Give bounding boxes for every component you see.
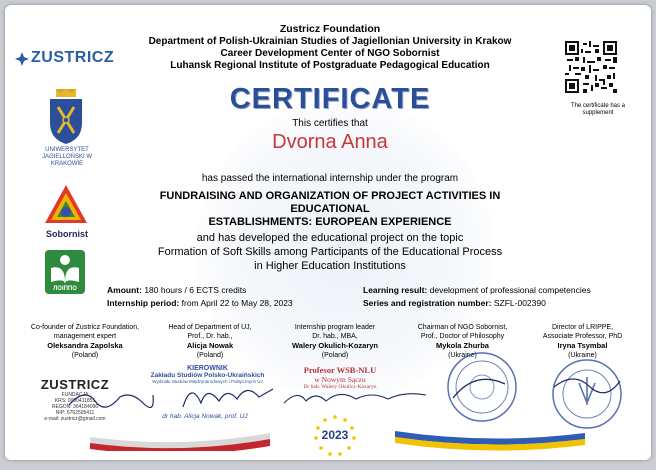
zustricz-logo-text: ZUSTRICZ <box>31 49 115 66</box>
signatory-country: (Poland) <box>71 352 99 359</box>
topic-line-2: in Higher Education Institutions <box>254 260 406 272</box>
book-icon <box>45 252 85 286</box>
star-icon <box>15 52 29 66</box>
uj-crest <box>45 89 87 145</box>
wsb-name: Dr hab. Walery Okulicz-Kozaryn <box>303 384 377 390</box>
recipient-name: Dvorna Anna <box>272 131 388 153</box>
lippo-label: ЛОІППО <box>53 286 77 292</box>
period-label: Internship period: <box>107 298 180 308</box>
developed-text: and has developed the educational project on the topic <box>196 232 464 244</box>
stamp-regon: REGON: 364184096 <box>51 404 99 410</box>
certificate <box>5 5 651 460</box>
uj-label: UNIWERSYTET JAGIELLOŃSKI W KRAKOWIE <box>41 147 92 167</box>
signatory-role: Associate Professor, PhD <box>542 333 623 340</box>
stamp-nip: NIP: 6762505411 <box>55 410 95 416</box>
signatory-role: management expert <box>53 333 117 340</box>
wsb-city: w Nowym Sączu <box>314 375 366 384</box>
series-value: SZFL-002390 <box>493 298 546 308</box>
program-line-1: FUNDRAISING AND ORGANIZATION OF PROJECT ACTIVITIES IN EDUCATIONAL <box>159 190 501 215</box>
zaklad-name: Zakładu Studiów Polsko-Ukraińskich <box>150 372 265 379</box>
signatory-role: Internship program leader <box>294 324 376 331</box>
year-text: 2023 <box>321 428 349 442</box>
signatory-role: Dr. hab., MBA, <box>312 333 358 340</box>
series-label: Series and registration number: <box>363 298 492 308</box>
lrippe-round-stamp <box>550 357 624 431</box>
stamp-title: ZUSTRICZ <box>40 377 110 392</box>
signatory-2 <box>155 323 265 360</box>
program-title <box>125 190 535 229</box>
zapolska-signature <box>65 383 155 413</box>
sobornist-label: Sobornist <box>46 229 88 239</box>
org-line-3: Career Development Center of NGO Sobornist <box>220 48 440 59</box>
org-line-4: Luhansk Regional Institute of Postgraduate Pedagogical Education <box>170 60 490 71</box>
amount-value: 180 hours / 6 ECTS credits <box>144 285 247 295</box>
signatory-country: (Ukraine) <box>568 352 597 359</box>
nowak-signature-text: dr hab. Alicja Nowak, prof. UJ <box>162 413 248 420</box>
signatory-name: Alicja Nowak <box>186 341 234 350</box>
org-line-1: Zustricz Foundation <box>279 23 381 35</box>
amount <box>107 285 246 295</box>
qr-note: The certificate has a supplement <box>570 103 626 116</box>
learning-result <box>363 285 591 295</box>
signatory-role: Chairman of NGO Sobornist, <box>417 324 508 331</box>
period-value: from April 22 to May 28, 2023 <box>181 298 293 308</box>
signatory-country: (Ukraine) <box>448 352 477 359</box>
signatory-name: Walery Okulich-Kozaryn <box>292 341 378 350</box>
certificate-title: CERTIFICATE <box>229 83 431 115</box>
sobornist-logo <box>43 183 89 227</box>
sobornist-round-stamp <box>445 350 519 424</box>
stamp-sub: FUNDACJA <box>61 392 89 398</box>
signatory-role: Prof., Dr. hab., <box>187 333 233 340</box>
qr-code[interactable] <box>565 41 617 93</box>
signatory-role: Head of Department of UJ, <box>168 324 252 331</box>
org-line-2: Department of Polish-Ukrainian Studies of Jagiellonian University in Krakow <box>148 36 512 47</box>
amount-label: Amount: <box>107 285 142 295</box>
kierownik-title: KIEROWNIK <box>187 365 228 372</box>
signatory-country: (Poland) <box>321 352 349 359</box>
lippo-logo <box>45 250 85 294</box>
signatory-country: (Poland) <box>196 352 224 359</box>
stamp-email: e-mail: zustricz@gmail.com <box>44 416 106 422</box>
zustricz-logo <box>15 49 123 69</box>
signatory-role: Prof., Doctor of Philosophy <box>420 333 505 340</box>
signatory-name: Mykola Zhurba <box>436 341 489 350</box>
zaklad-sub: Wydziału Studiów Międzynarodowych i Politycznych UJ <box>152 379 263 384</box>
topic-line-1: Formation of Soft Skills among Participants of the Educational Process <box>157 246 503 258</box>
signatory-name: Oleksandra Zapolska <box>47 341 123 350</box>
certify-text: This certifies that <box>292 118 368 129</box>
signatory-role: Director of LRIPPE, <box>551 324 614 331</box>
stamp-krs: KRS: 0000411851 <box>54 398 96 404</box>
signatory-1 <box>25 323 145 360</box>
eu-year-badge <box>311 413 359 457</box>
signatory-role: Co-founder of Zustricz Foundation, <box>30 324 140 331</box>
result-value: development of professional competencies <box>429 285 591 295</box>
okulicz-signature <box>280 385 430 411</box>
nowak-signature <box>177 377 277 413</box>
passed-text: has passed the international internship under the program <box>201 173 459 184</box>
signatory-5 <box>525 323 640 360</box>
series-number <box>363 298 546 308</box>
signatory-name: Iryna Tsymbal <box>557 341 608 350</box>
result-label: Learning result: <box>363 285 428 295</box>
polish-flag-ribbon <box>90 429 270 451</box>
wsb-title: Profesor WSB-NLU <box>303 365 377 375</box>
signatory-3 <box>270 323 400 360</box>
internship-period <box>107 298 293 308</box>
program-line-2: ESTABLISHMENTS: EUROPEAN EXPERIENCE <box>208 216 452 228</box>
